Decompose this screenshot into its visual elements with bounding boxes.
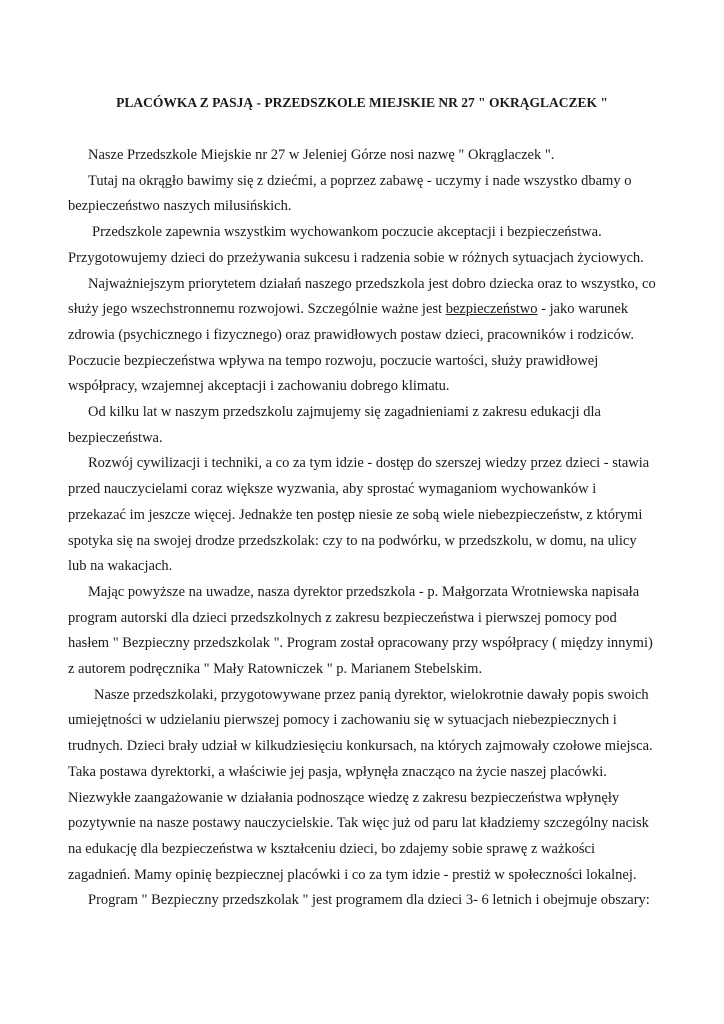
paragraph-priority-before: Najważniejszym priorytetem działań naszego przedszkola jest dobro dziecka oraz to wszystko, co służy jego wszechstronnemu rozwojowi. Szczególnie ważne jest: [68, 275, 656, 318]
paragraph-preschoolers: Nasze przedszkolaki, przygotowywane przez panią dyrektor, wielokrotnie dawały popis swoich umiejętności w udzielaniu pierwszej pomocy i zachowaniu się w sytuacjach niebezpiecznych i trudnych. Dzieci brały udział w kilkudziesięciu konkursach, na których zajmowały czołowe miejsca. Taka postawa dyrektorki, a właściwie jej pasja, wpłynęła znacząco na życie naszej placówki. Niezwykłe zaangażowanie w działania podnoszące wiedzę z zakresu bezpieczeństwa wpłynęły pozytywnie na nasze postawy nauczycielskie. Tak więc już od paru lat kładziemy szczególny nacisk na edukację dla bezpieczeństwa w kształceniu dzieci, bo zdajemy sobie sprawę z ważkości zagadnień. Mamy opinię bezpiecznej placówki i co za tym idzie - prestiż w społeczności lokalnej.: [68, 686, 653, 883]
paragraph-priority-after: - jako warunek zdrowia (psychicznego i fizycznego) oraz prawidłowych postaw dzieci, pracowników i rodziców. Poczucie bezpieczeństwa wpływa na tempo rozwoju, poczucie wartości, służy prawidłowej współpracy, wzajemnej akceptacji i zachowaniu dobrego klimatu.: [68, 301, 634, 395]
paragraph-author-program: Mając powyższe na uwadze, nasza dyrektor przedszkola - p. Małgorzata Wrotniewska napisała program autorski dla dzieci przedszkolnych z zakresu bezpieczeństwa i pierwszej pomocy pod hasłem " Bezpieczny przedszkolak ". Program został opracowany przy współpracy ( między innymi) z autorem podręcznika " Mały Ratowniczek " p. Marianem Stebelskim.: [68, 583, 653, 678]
paragraph-play-and-safety: Tutaj na okrągło bawimy się z dziećmi, a poprzez zabawę - uczymy i nade wszystko dbamy o bezpieczeństwo naszych milusińskich.: [68, 172, 632, 215]
paragraph-safety-education: Od kilku lat w naszym przedszkolu zajmujemy się zagadnieniami z zakresu edukacji dla bezpieczeństwa.: [68, 404, 601, 446]
document-page: [68, 0, 656, 914]
paragraph-civilization: Rozwój cywilizacji i techniki, a co za tym idzie - dostęp do szerszej wiedzy przez dzieci - stawia przed nauczycielami coraz większe wyzwania, aby sprostać wymaganiom wychowanków i przekazać im jeszcze więcej. Jednakże ten postęp niesie ze sobą wiele niebezpieczeństw, z którymi spotyka się na swojej drodze przedszkolak: czy to na podwórku, w przedszkolu, w domu, na ulicy lub na wakacjach.: [68, 455, 650, 575]
document-body: [68, 143, 656, 914]
paragraph-intro: Nasze Przedszkole Miejskie nr 27 w Jeleniej Górze nosi nazwę " Okrąglaczek ".: [88, 147, 555, 163]
paragraph-acceptance: Przedszkole zapewnia wszystkim wychowankom poczucie akceptacji i bezpieczeństwa. Przygotowujemy dzieci do przeżywania sukcesu i radzenia sobie w różnych sytuacjach życiowych.: [68, 224, 644, 266]
underlined-term-safety: bezpieczeństwo: [445, 301, 538, 318]
document-title: PLACÓWKA Z PASJĄ - PRZEDSZKOLE MIEJSKIE NR 27 " OKRĄGLACZEK ": [116, 95, 608, 110]
paragraph-program-scope: Program " Bezpieczny przedszkolak " jest programem dla dzieci 3- 6 letnich i obejmuje obszary:: [88, 892, 650, 909]
paragraph-priority: [68, 272, 656, 401]
